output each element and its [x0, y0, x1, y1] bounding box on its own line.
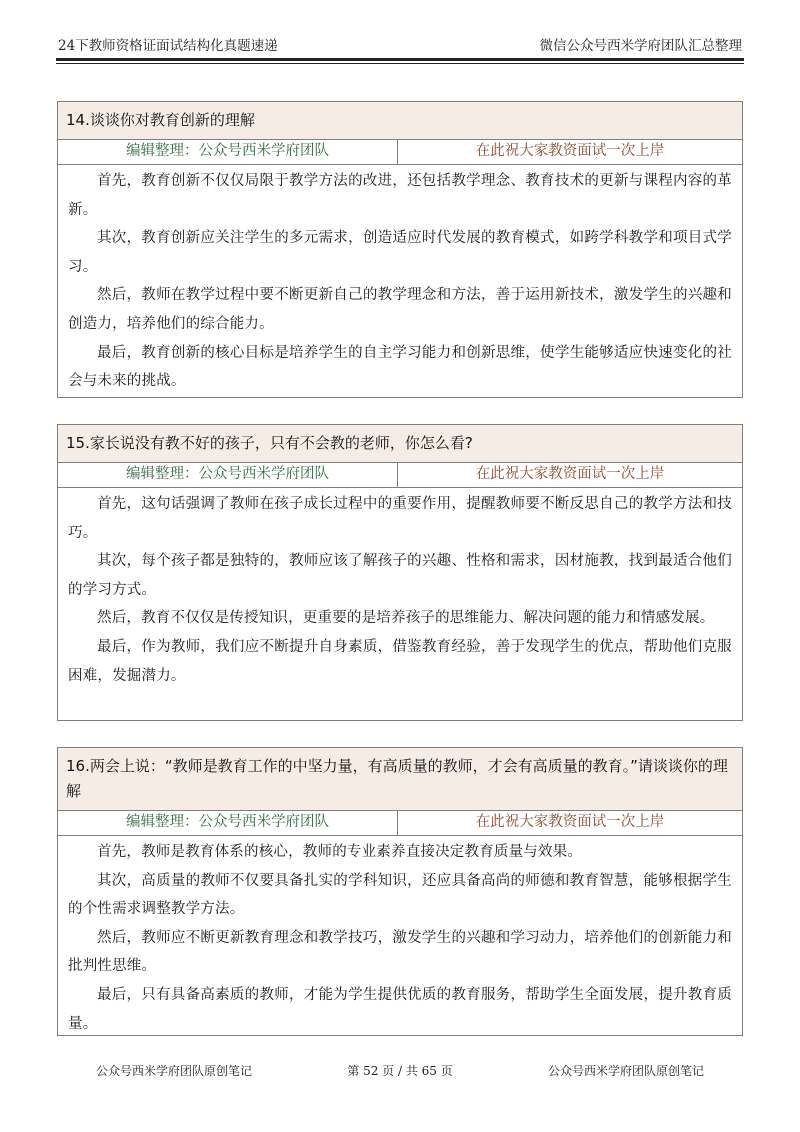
question-title: 16.两会上说：“教师是教育工作的中坚力量，有高质量的教师，才会有高质量的教育。”请谈谈你的理解 [58, 748, 742, 811]
page-number: 第 52 页 / 共 65 页 [347, 1064, 453, 1078]
question-title: 15.家长说没有教不好的孩子，只有不会教的老师，你怎么看? [58, 425, 742, 463]
answer-paragraph: 首先，教育创新不仅仅局限于教学方法的改进，还包括教学理念、教育技术的更新与课程内容的革新。 [68, 173, 732, 218]
answer-paragraph: 其次，教育创新应关注学生的多元需求，创造适应时代发展的教育模式，如跨学科教学和项目式学习。 [68, 230, 732, 275]
editor-credit: 编辑整理：公众号西米学府团队 [58, 463, 398, 487]
question-title: 14.谈谈你对教育创新的理解 [58, 102, 742, 140]
editor-credit: 编辑整理：公众号西米学府团队 [58, 811, 398, 835]
page-footer [56, 1062, 744, 1082]
answer-paragraph: 然后，教师在教学过程中要不断更新自己的教学理念和方法，善于运用新技术，激发学生的兴趣和创造力，培养他们的综合能力。 [68, 287, 732, 332]
answer-paragraph: 最后，作为教师，我们应不断提升自身素质，借鉴教育经验，善于发现学生的优点，帮助他们克服困难，发掘潜力。 [68, 638, 732, 684]
question-card-15 [57, 424, 743, 721]
header-divider [56, 58, 744, 61]
footer-right-note: 公众号西米学府团队原创笔记 [547, 1064, 704, 1078]
answer-body [58, 836, 742, 1042]
editor-credit: 编辑整理：公众号西米学府团队 [58, 140, 398, 164]
credit-row [58, 140, 742, 165]
answer-paragraph: 最后，教育创新的核心目标是培养学生的自主学习能力和创新思维，使学生能够适应快速变化的社会与未来的挑战。 [68, 344, 732, 390]
credit-row [58, 811, 742, 836]
blessing-text: 在此祝大家教资面试一次上岸 [475, 814, 665, 830]
answer-paragraph: 首先，教师是教育体系的核心，教师的专业素养直接决定教育质量与效果。 [97, 844, 583, 860]
answer-body [58, 165, 742, 400]
answer-paragraph: 其次，每个孩子都是独特的，教师应该了解孩子的兴趣、性格和需求，因材施教，找到最适合他们的学习方式。 [68, 553, 732, 598]
answer-paragraph: 最后，只有具备高素质的教师，才能为学生提供优质的教育服务，帮助学生全面发展，提升教育质量。 [68, 986, 732, 1032]
header-divider-thin [56, 63, 744, 64]
question-card-16 [57, 747, 743, 1036]
answer-paragraph: 其次，高质量的教师不仅要具备扎实的学科知识，还应具备高尚的师德和教育智慧，能够根据学生的个性需求调整教学方法。 [68, 872, 732, 918]
page-header [56, 30, 744, 52]
footer-left-note: 公众号西米学府团队原创笔记 [96, 1064, 253, 1078]
blessing-text: 在此祝大家教资面试一次上岸 [475, 466, 665, 482]
answer-paragraph: 首先，这句话强调了教师在孩子成长过程中的重要作用，提醒教师要不断反思自己的教学方法和技巧。 [68, 496, 732, 541]
credit-row [58, 463, 742, 488]
header-source: 微信公众号西米学府团队汇总整理 [539, 38, 742, 54]
answer-body [58, 488, 742, 694]
answer-paragraph: 然后，教师应不断更新教育理念和教学技巧，激发学生的兴趣和学习动力，培养他们的创新能力和批判性思维。 [68, 929, 732, 975]
blessing-text: 在此祝大家教资面试一次上岸 [475, 143, 665, 159]
answer-paragraph: 然后，教育不仅仅是传授知识，更重要的是培养孩子的思维能力、解决问题的能力和情感发展。 [97, 610, 715, 627]
question-card-14 [57, 101, 743, 398]
header-title: 24下教师资格证面试结构化真题速递 [58, 38, 278, 54]
